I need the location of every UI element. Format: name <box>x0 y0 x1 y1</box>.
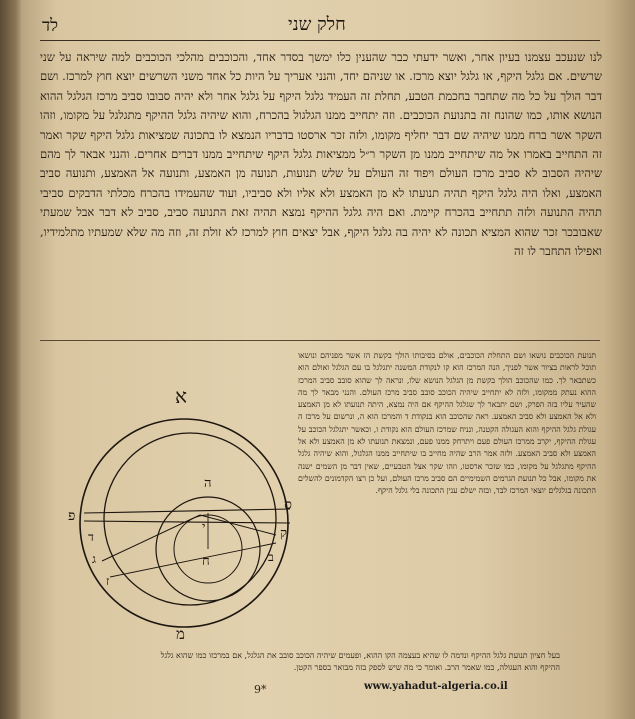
website-watermark: www.yahadut-algeria.co.il <box>364 681 508 692</box>
label-left-z: ז <box>106 574 110 588</box>
header-rule <box>40 40 600 41</box>
label-inner-top: ה <box>204 476 212 491</box>
label-left: פ <box>68 508 76 524</box>
astronomical-diagram <box>62 363 302 683</box>
label-inner-bottom: ח <box>202 554 210 569</box>
footer-note <box>140 650 560 680</box>
label-bottom: מ <box>176 625 185 643</box>
book-spine-shadow <box>0 0 22 719</box>
main-text-block <box>40 48 602 332</box>
signature-mark: 9* <box>254 683 267 696</box>
label-center: י <box>202 520 206 535</box>
label-top: א <box>175 384 188 408</box>
section-divider <box>40 340 600 341</box>
commentary-paragraph: תנועת הכוכבים נושאו ושם התחלת הכוכבים, אולם בסיבותו הולך בקשת הז אשר מפניהם ונושאו תוכל לראות בציור אשר לפניך, הנה המרכז הוא קו לנקודת המשנה יתגלגל בו עם הגלגל ואולם הוא כשתבאר לך. כמו שהכוכב הולך בקשת מן הגלגל הנושא שלו, ונראה לך שהוא סובב סביב המרכז ההוא נעתק ממקומו, ולזה לא יתחייב שיהיה הכוכב סובב סביב מרכז העולם. והנני מבאר לך מה שהעיר עליו בזה הפרק, ושם יתבאר לך שגלגל ההיקף אם היה נמצא, היתה תנועתו לא מן האמצע ולא אל האמצע ולא סביב האמצע. ראה שהכוכב הוא בנקודת ד והמרכז הוא ה, ונרשום על מרכז ה עגולת גלגל ההיקף והוא העגולה הקטנה, ונניח שמרכז העולם הוא נקודת ו, וכאשר יתגלגל הכוכב על עגולת ההיקף, יקרב ממרכז העולם פעם ויתרחק ממנו פעם, ונמצאת תנועתו לא מן האמצע ולא אל האמצע ולא סביב האמצע. ולזה אמר הרב שהיה מחייב בו שיתחייב ממנו הגלגול, והוא שיהיה גלגל ההיקף מתגלגל על מקומו, כמו שזכר ארסטו, וזהו שקר אצל הטבעיים, שאין דבר מן השמים ישנה את מקומו, אבל כל תנועת הגרמים השמימיים הם סביב מרכז העולם, ועל כן רצו הקדמונים להשלים התכונה בגלגלים יוצאי המרכז לבד, ובזה ישלם ענין התכונה בלי גלגל היקף. <box>298 351 596 496</box>
footer-note-text: בעל חציון תנועת גלגל ההיקף ונדמה לו שהיא בעצמה הקו ההוא, ופעמים שיהיה הכוכב סובב את הגלגל, אם במרכזו כמו שהוא גלגל ההיקף והוא העגולה, כמו שאמר הרב. ואומר כי מה שיש לספק בזה מבואר בספר הקטן. <box>160 651 560 672</box>
label-left-a: ג <box>92 552 96 566</box>
upper-chord <box>84 509 290 513</box>
label-right-upper: ס <box>284 497 292 513</box>
running-title: חלק שני <box>288 14 346 35</box>
page-number: לד <box>42 16 59 36</box>
lower-ray <box>110 543 276 577</box>
commentary-block <box>298 350 596 646</box>
label-left-d: ד <box>88 530 94 544</box>
label-right-lower: ק <box>280 526 287 541</box>
main-paragraph: לנו שנעכב עצמנו בעיון אחר, ואשר ידעתי כבר שהענין כלו ימשך בסדר אחד, והכוכבים מהלכי הכוכבים למה שיראה על שני שרשים. אם גלגל היקף, או גלגל יוצא מרכז. או שניהם יחד, והנני אעריך על היות כל אחד משני השרשים יוצא חוץ למרכז. ושם דבר הולך על כל מה שתחבר בחכמת הטבע, תחלת זה העמיד גלגל היקף על גלגל אחר ולא יהיה סבובו סביב מרכז הגלגל ההוא הנושא אותו, כמו שהונח זה בתנועת הכוכבים. וזה יתחייב ממנו הגלגול בהכרח, והוא שיהיה גלגל ההיקף מתגלגל על מקומו, וזהו השקר אשר ברח ממנו שיהיה שם דבר יחליף מקומו, ולזה זכר ארסטו בדבריו הנמצא לו בתכונה שמציאות גלגל היקף שקר ואמר זה התחייב באמרו אל מה שיתחייב ממנו מן השקר ר״ל ממציאות גלגל היקף שיתחייב ממנו דברים אחרים. והנני אבאר לך מהם שיהיה הסבוב לא סביב מרכז העולם ויפוד זה העולם על שלש תנועות, תנועה מן האמצע, ותנועה אל האמצע, ותנועה סביב האמצע, ואלו היה גלגל היקף תהיה תנועתו לא מן האמצע ולא אליו ולא סביביו, ועוד שהעמידו בהכרח מכלתי הדבקים סביבי תהיה התנועה ולזה תתחייב בהכרח קיימת. ואם היה גלגל ההיקף נמצא תהיה זאת התנועה סביב, סביב לא דבר אבל שמעתי שאבובכר זכר שהוא המציא תכונה לא יהיה בה גלגל היקף, אבל יצאים חוץ למרכז לא זולת זה, וזה מה שלא שמעתיו מתלמידיו, ואפילו התחבר לו זה <box>40 50 602 259</box>
epicycle-figure <box>62 363 302 683</box>
label-right-c: ב <box>268 550 274 564</box>
